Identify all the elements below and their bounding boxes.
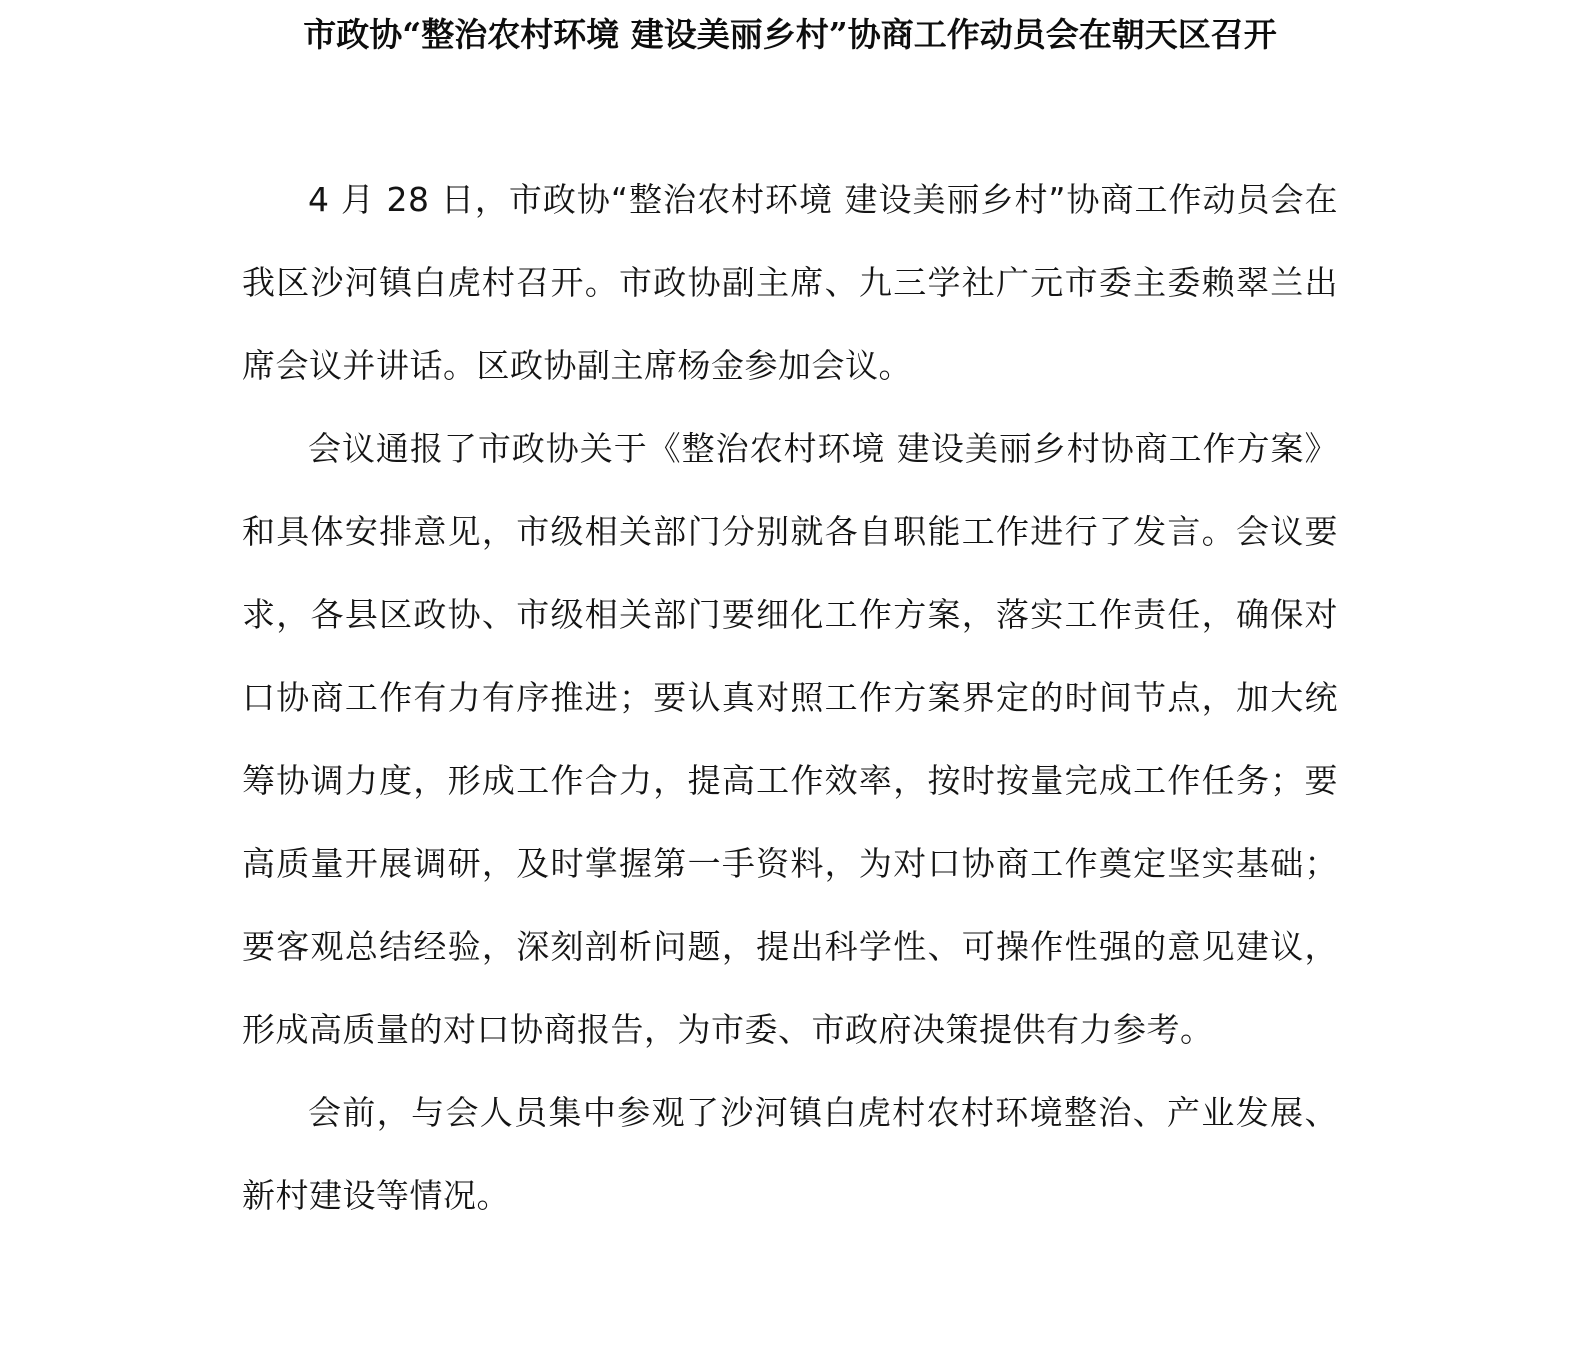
document-title: 市政协“整治农村环境 建设美丽乡村”协商工作动员会在朝天区召开 [303,15,1277,54]
document-body [242,158,1338,1237]
paragraph-meeting-intro: 4 月 28 日，市政协“整治农村环境 建设美丽乡村”协商工作动员会在我区沙河镇白虎村召开。市政协副主席、九三学社广元市委主委赖翠兰出席会议并讲话。区政协副主席杨金参加会议。 [242,180,1338,385]
document-page [242,0,1338,1347]
paragraph-meeting-requirements: 会议通报了市政协关于《整治农村环境 建设美丽乡村协商工作方案》和具体安排意见，市级相关部门分别就各自职能工作进行了发言。会议要求，各县区政协、市级相关部门要细化工作方案，落实工作责任，确保对口协商工作有力有序推进；要认真对照工作方案界定的时间节点，加大统筹协调力度，形成工作合力，提高工作效率，按时按量完成工作任务；要高质量开展调研，及时掌握第一手资料，为对口协商工作奠定坚实基础；要客观总结经验，深刻剖析问题，提出科学性、可操作性强的意见建议，形成高质量的对口协商报告，为市委、市政府决策提供有力参考。 [242,429,1338,1049]
paragraph-site-visit: 会前，与会人员集中参观了沙河镇白虎村农村环境整治、产业发展、新村建设等情况。 [242,1093,1338,1215]
